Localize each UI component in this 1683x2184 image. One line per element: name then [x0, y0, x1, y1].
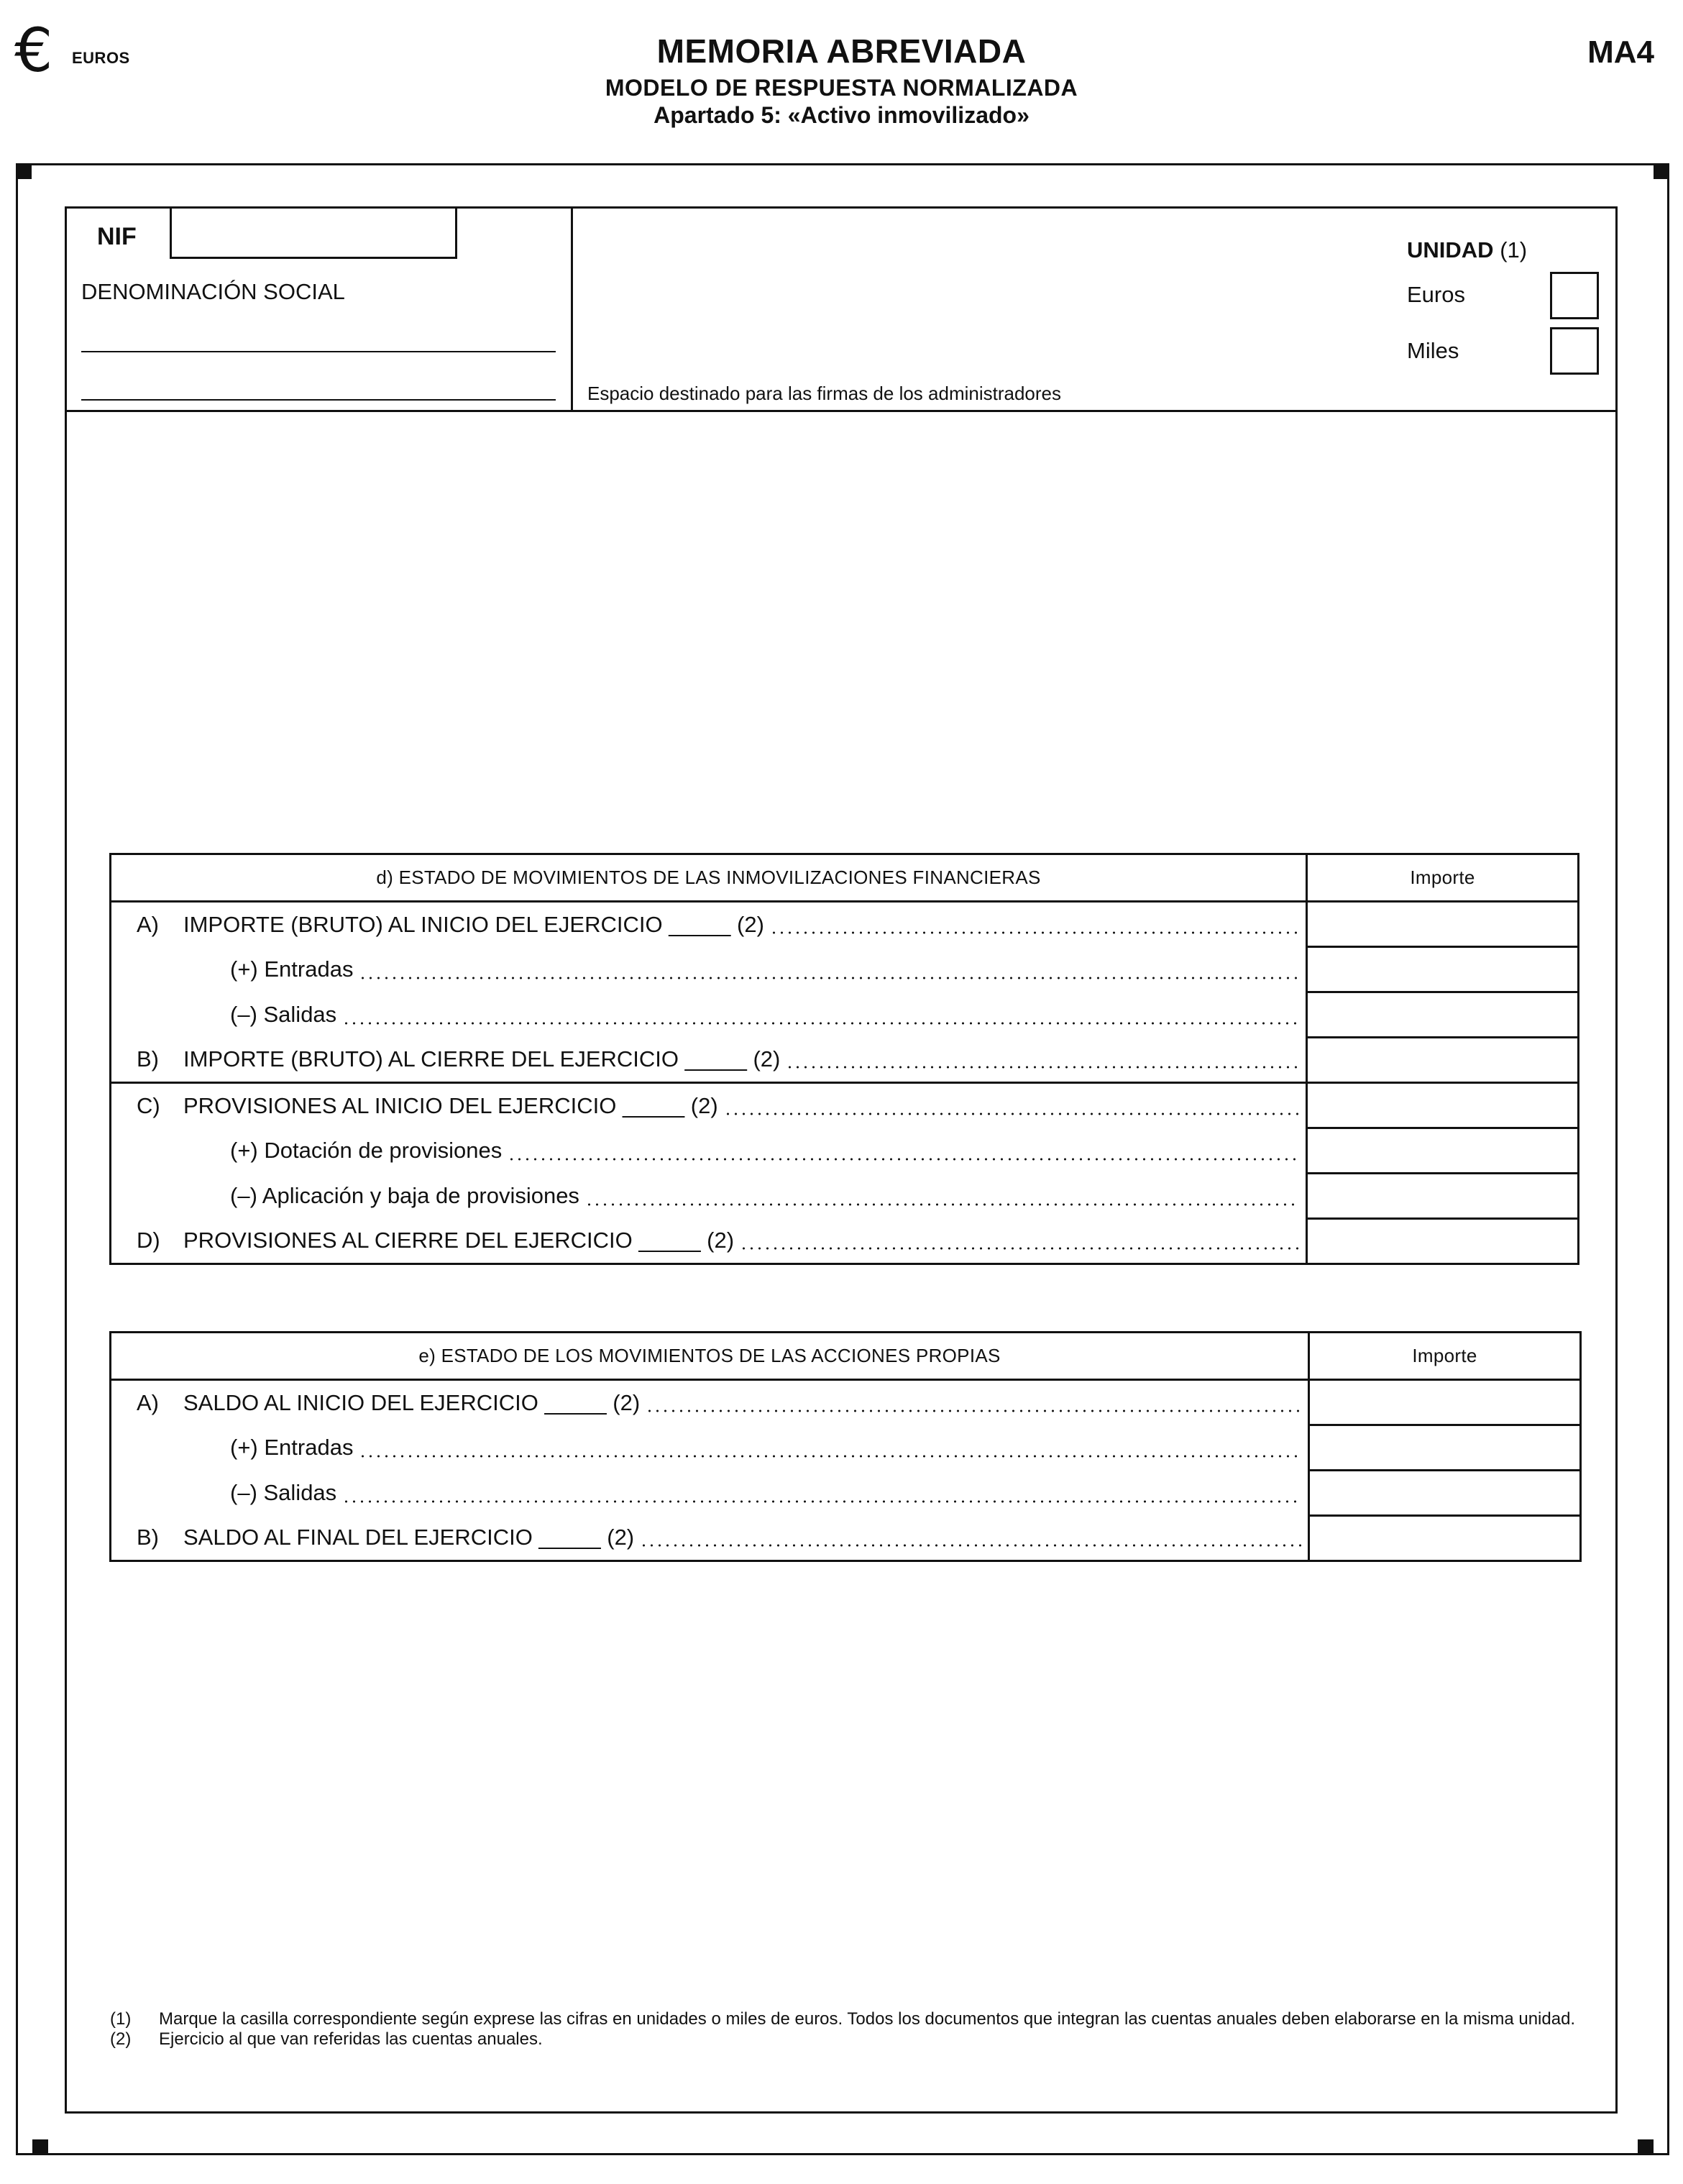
table-e-title: e) ESTADO DE LOS MOVIMIENTOS DE LAS ACCIONES PROPIAS — [111, 1333, 1309, 1380]
unidad-note: (1) — [1500, 237, 1528, 262]
table-acciones-propias — [109, 1331, 1582, 1562]
header-divider-horizontal — [65, 410, 1618, 412]
table-row — [111, 992, 1307, 1038]
footnote-text: Ejercicio al que van referidas las cuentas anuales. — [159, 2029, 543, 2049]
table-d-title: d) ESTADO DE MOVIMIENTOS DE LAS INMOVILIZACIONES FINANCIERAS — [111, 854, 1307, 902]
footnote-number: (1) — [110, 2009, 132, 2029]
dot-leader — [646, 1409, 1302, 1412]
corner-mark-bottom-right — [1638, 2139, 1654, 2155]
dot-leader — [786, 1066, 1300, 1069]
table-e-amount-header: Importe — [1309, 1333, 1581, 1380]
row-label: (–) Salidas — [230, 1002, 337, 1027]
row-label: SALDO AL FINAL DEL EJERCICIO _____ (2) — [183, 1525, 635, 1550]
table-row — [111, 1516, 1309, 1561]
section-title: Apartado 5: «Activo inmovilizado» — [654, 102, 1029, 128]
table-row — [111, 1038, 1307, 1083]
row-label: (+) Entradas — [230, 956, 354, 982]
header-divider-vertical — [571, 206, 573, 411]
table-row — [111, 1128, 1307, 1174]
unit-checkbox-euros[interactable] — [1550, 272, 1599, 319]
row-label: SALDO AL INICIO DEL EJERCICIO _____ (2) — [183, 1389, 641, 1415]
row-letter: B) — [137, 1046, 159, 1072]
dot-leader — [342, 1022, 1300, 1025]
denominacion-line-1[interactable] — [81, 351, 556, 352]
row-label: (+) Entradas — [230, 1435, 354, 1460]
amount-cell[interactable] — [1307, 1174, 1579, 1219]
row-letter: A) — [137, 911, 159, 937]
row-label: PROVISIONES AL INICIO DEL EJERCICIO _____ (2) — [183, 1092, 718, 1118]
dot-leader — [740, 1247, 1300, 1250]
row-letter: B) — [137, 1525, 159, 1550]
page-title: MEMORIA ABREVIADA — [656, 32, 1027, 70]
nif-field[interactable] — [170, 207, 457, 259]
table-row — [111, 1219, 1307, 1264]
form-code: MA4 — [1587, 35, 1654, 70]
denominacion-label: DENOMINACIÓN SOCIAL — [81, 279, 345, 304]
dot-leader — [359, 977, 1300, 979]
table-row — [111, 1174, 1307, 1219]
footnote — [110, 2029, 1584, 2050]
footnote — [110, 2009, 1584, 2029]
currency-label: EUROS — [72, 49, 130, 67]
row-label: (–) Aplicación y baja de provisiones — [230, 1183, 579, 1208]
unit-checkbox-miles[interactable] — [1550, 327, 1599, 375]
amount-cell[interactable] — [1307, 992, 1579, 1038]
row-label: IMPORTE (BRUTO) AL INICIO DEL EJERCICIO _____ (2) — [183, 911, 764, 937]
footnote-number: (2) — [110, 2029, 132, 2049]
page-subtitle: MODELO DE RESPUESTA NORMALIZADA — [605, 75, 1078, 101]
table-inmovilizaciones-financieras — [109, 853, 1579, 1265]
table-row — [111, 902, 1307, 947]
amount-cell[interactable] — [1307, 1083, 1579, 1128]
row-label: (–) Salidas — [230, 1480, 337, 1505]
dot-leader — [342, 1500, 1302, 1503]
row-letter: C) — [137, 1092, 160, 1118]
amount-cell[interactable] — [1309, 1471, 1581, 1516]
amount-cell[interactable] — [1309, 1380, 1581, 1425]
unit-option-miles-label: Miles — [1407, 338, 1459, 363]
amount-cell[interactable] — [1307, 1128, 1579, 1174]
table-d-amount-header: Importe — [1307, 854, 1579, 902]
row-letter: A) — [137, 1389, 159, 1415]
table-row — [111, 1425, 1309, 1471]
row-letter: D) — [137, 1228, 160, 1253]
dot-leader — [508, 1158, 1300, 1161]
corner-mark-top-right — [1654, 163, 1669, 179]
table-row — [111, 1380, 1309, 1425]
row-label: (+) Dotación de provisiones — [230, 1138, 503, 1163]
row-label: IMPORTE (BRUTO) AL CIERRE DEL EJERCICIO _____ (2) — [183, 1046, 781, 1072]
dot-leader — [724, 1112, 1300, 1115]
amount-cell[interactable] — [1307, 1219, 1579, 1264]
corner-mark-bottom-left — [32, 2139, 48, 2155]
table-row — [111, 947, 1307, 992]
unidad-heading — [1407, 237, 1527, 263]
row-label: PROVISIONES AL CIERRE DEL EJERCICIO _____ (2) — [183, 1228, 735, 1253]
amount-cell[interactable] — [1307, 1038, 1579, 1083]
unidad-label: UNIDAD — [1407, 237, 1494, 262]
footnotes — [110, 2009, 1584, 2050]
amount-cell[interactable] — [1307, 947, 1579, 992]
amount-cell[interactable] — [1307, 902, 1579, 947]
table-row — [111, 1471, 1309, 1516]
unit-option-euros-label: Euros — [1407, 282, 1465, 307]
amount-cell[interactable] — [1309, 1425, 1581, 1471]
denominacion-line-2[interactable] — [81, 399, 556, 401]
dot-leader — [585, 1203, 1300, 1206]
dot-leader — [359, 1455, 1302, 1458]
table-row — [111, 1083, 1307, 1128]
amount-cell[interactable] — [1309, 1516, 1581, 1561]
dot-leader — [770, 931, 1300, 934]
footnote-text: Marque la casilla correspondiente según exprese las cifras en unidades o miles de euros. Todos los documentos que integran las cuentas anuales deben elaborarse en la misma unidad. — [159, 2009, 1576, 2029]
dot-leader — [640, 1544, 1302, 1547]
corner-mark-top-left — [16, 163, 32, 179]
signature-area-label: Espacio destinado para las firmas de los administradores — [587, 383, 1062, 404]
euro-logo-icon: € — [14, 15, 53, 86]
nif-label: NIF — [97, 223, 137, 250]
